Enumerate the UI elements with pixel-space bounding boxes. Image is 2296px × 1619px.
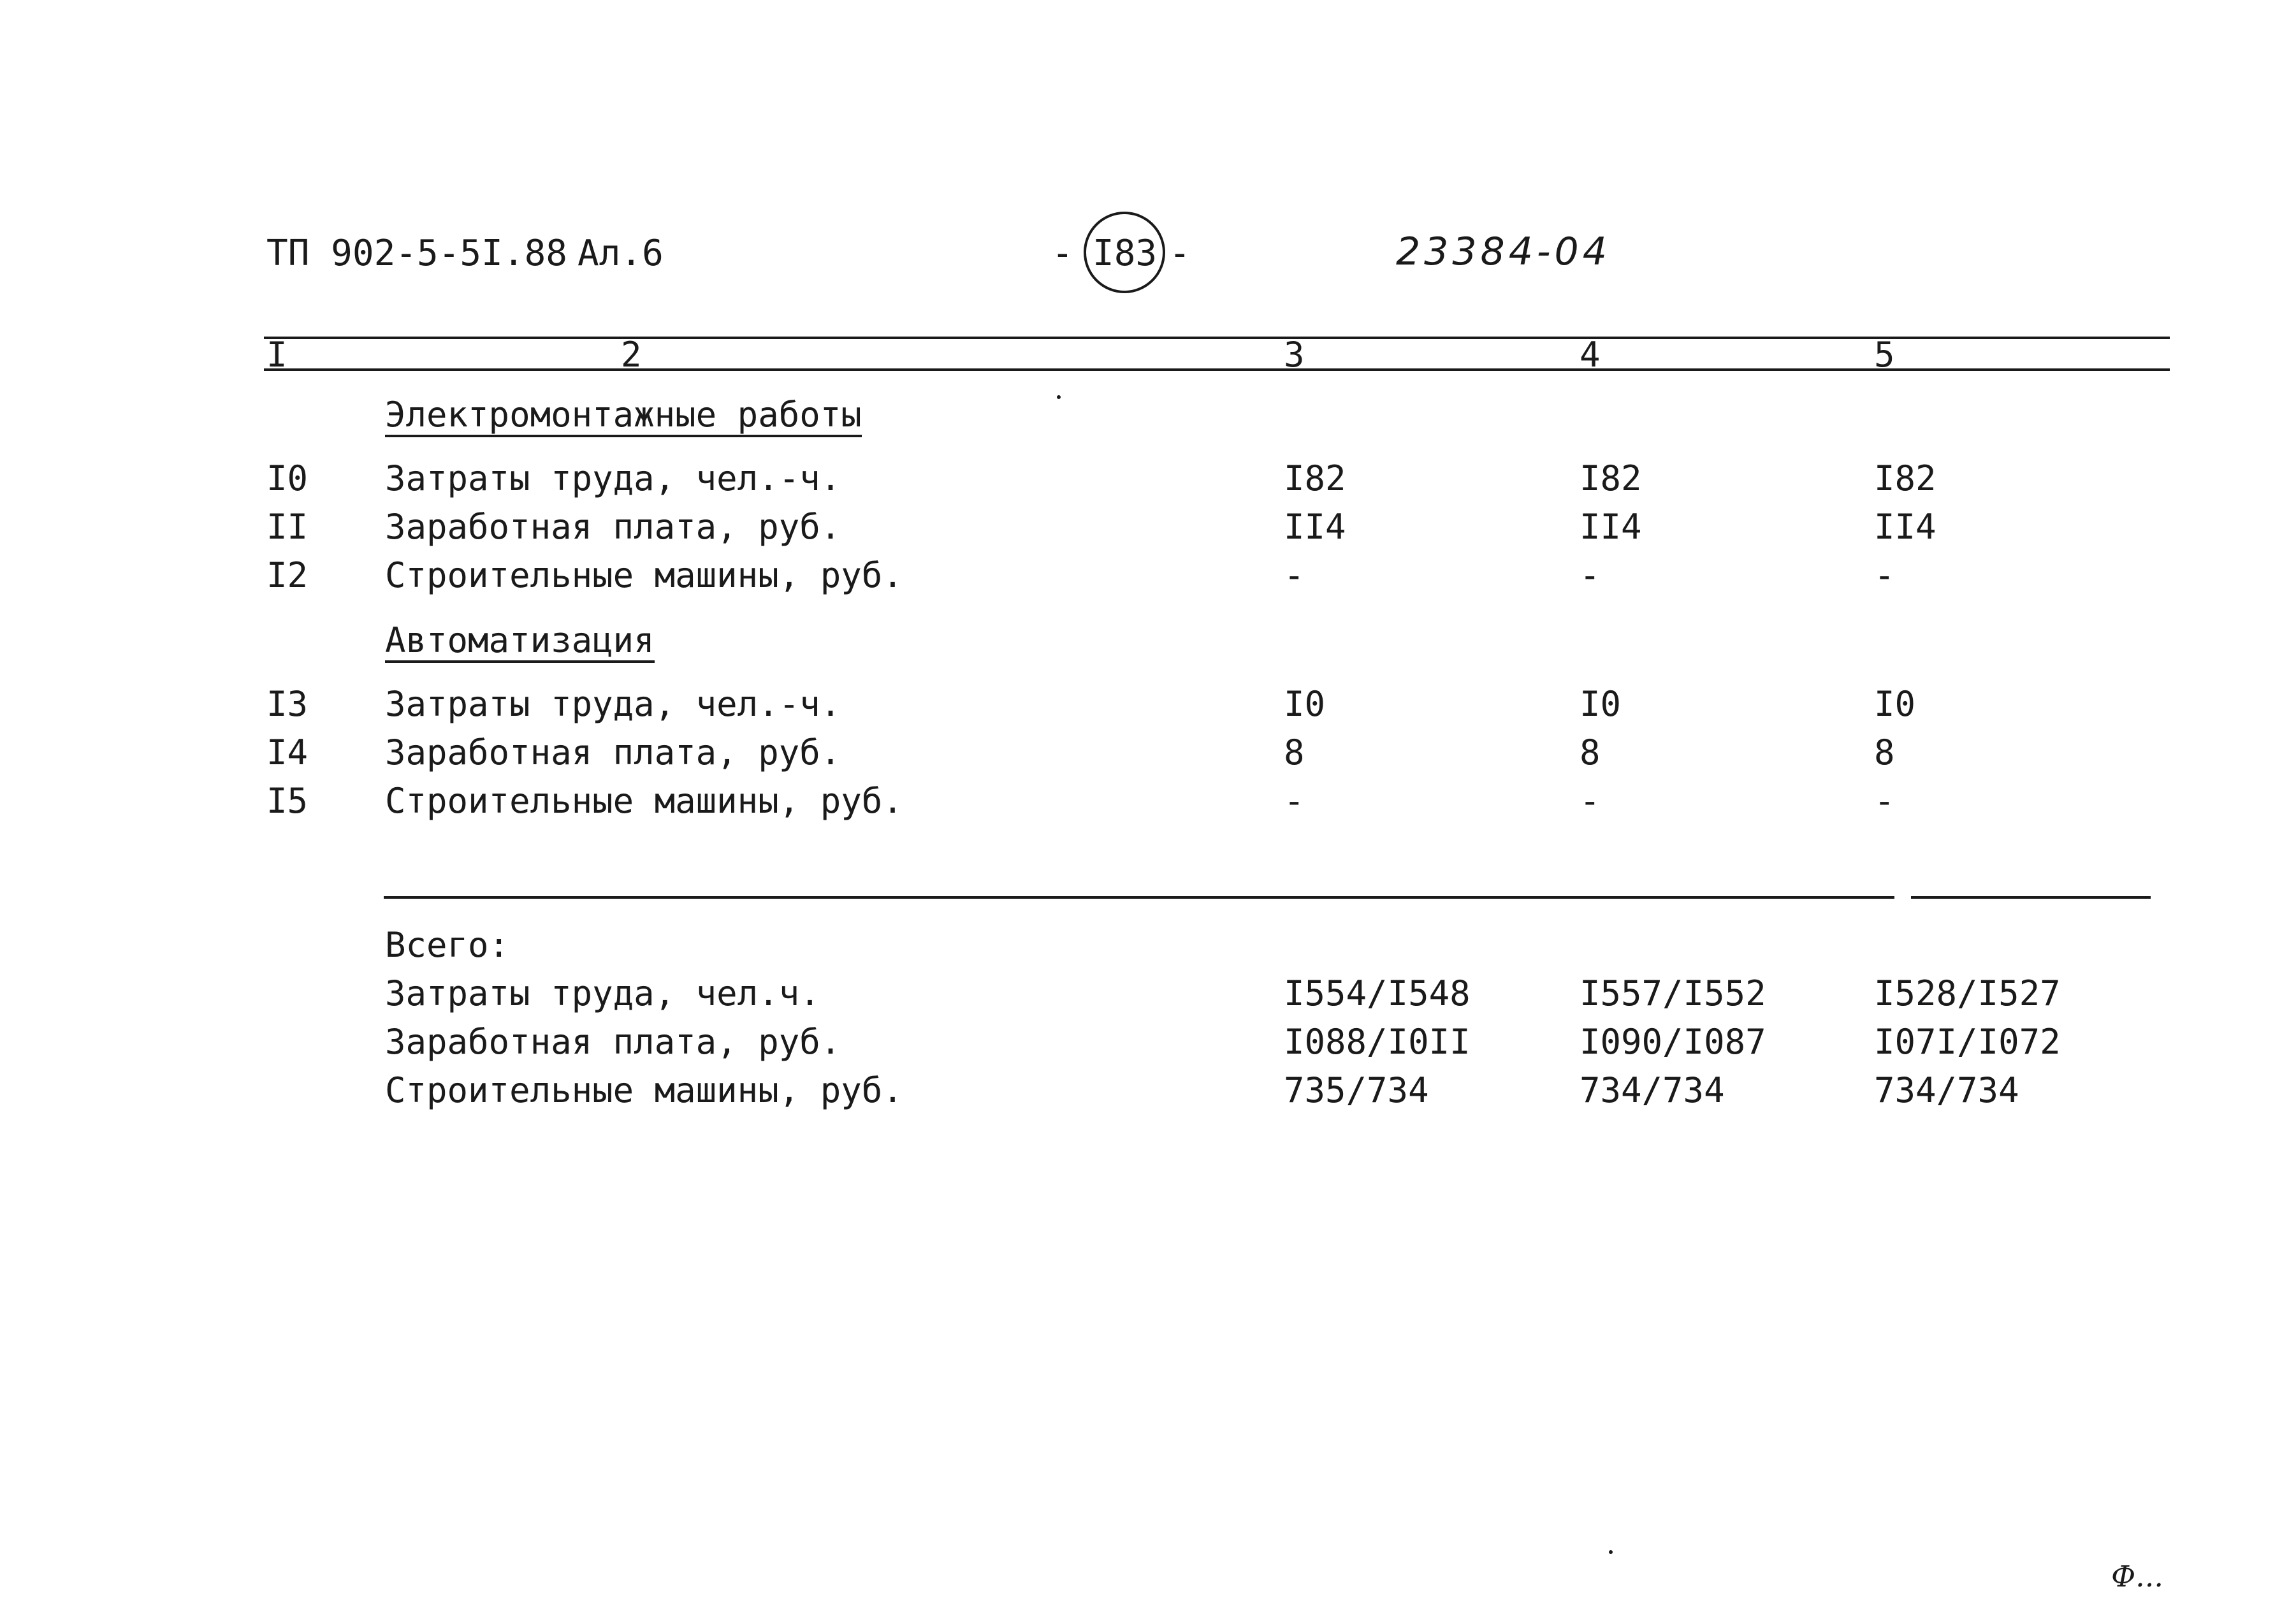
- total-title: Всего:: [385, 925, 510, 965]
- row-number: I5: [266, 781, 309, 821]
- cell-col4: II4: [1580, 507, 1642, 547]
- row-number: I0: [266, 458, 309, 498]
- total-separator-right: [1911, 896, 2151, 899]
- row-label: Строительные машины, руб.: [385, 555, 903, 595]
- row-number: I4: [266, 732, 309, 773]
- total-cell-col3: I554/I548: [1284, 973, 1471, 1013]
- column-number-4: 4: [1580, 335, 1601, 375]
- row-label: Строительные машины, руб.: [385, 781, 903, 821]
- stray-dot: [1057, 395, 1061, 399]
- cell-col4: 8: [1580, 732, 1601, 773]
- cell-col3: -: [1284, 781, 1305, 821]
- total-cell-col3: 735/734: [1284, 1070, 1429, 1110]
- section-title-electrical: Электромонтажные работы: [385, 398, 862, 437]
- total-cell-col5: I528/I527: [1874, 973, 2061, 1013]
- cell-col5: -: [1874, 555, 1895, 595]
- cell-col3: I82: [1284, 458, 1346, 498]
- page-number-dash-right: -: [1169, 233, 1191, 274]
- row-label: Заработная плата, руб.: [385, 507, 841, 547]
- total-row-label: Строительные машины, руб.: [385, 1070, 903, 1110]
- row-number: I3: [266, 684, 309, 724]
- cell-col5: I82: [1874, 458, 1936, 498]
- column-number-2: 2: [621, 335, 642, 375]
- album-label: Ал.6: [578, 233, 664, 274]
- page-number: I83: [1093, 233, 1158, 274]
- total-separator-left: [384, 896, 1894, 899]
- cell-col5: -: [1874, 781, 1895, 821]
- row-number: I2: [266, 555, 309, 595]
- row-label: Заработная плата, руб.: [385, 732, 841, 773]
- column-number-5: 5: [1874, 335, 1895, 375]
- page-number-dash-left: -: [1052, 233, 1073, 274]
- total-row-label: Заработная плата, руб.: [385, 1022, 841, 1062]
- total-cell-col4: I557/I552: [1580, 973, 1766, 1013]
- cell-col5: II4: [1874, 507, 1936, 547]
- row-label: Затраты труда, чел.-ч.: [385, 684, 841, 724]
- cell-col4: -: [1580, 781, 1601, 821]
- total-cell-col5: 734/734: [1874, 1070, 2019, 1110]
- cell-col3: -: [1284, 555, 1305, 595]
- total-cell-col5: I07I/I072: [1874, 1022, 2061, 1062]
- total-row-label: Затраты труда, чел.ч.: [385, 973, 820, 1013]
- total-cell-col4: 734/734: [1580, 1070, 1725, 1110]
- cell-col4: -: [1580, 555, 1601, 595]
- stray-dot-bottom: [1609, 1550, 1613, 1554]
- row-label: Затраты труда, чел.-ч.: [385, 458, 841, 498]
- cell-col5: I0: [1874, 684, 1916, 724]
- cell-col4: I82: [1580, 458, 1642, 498]
- column-number-3: 3: [1284, 335, 1305, 375]
- signature-mark: Ф...: [2111, 1559, 2164, 1594]
- document-code: ТП 902-5-5I.88: [266, 233, 568, 274]
- cell-col3: II4: [1284, 507, 1346, 547]
- row-number: II: [266, 507, 309, 547]
- cell-col3: 8: [1284, 732, 1305, 773]
- column-number-1: I: [266, 335, 287, 375]
- section-title-automation: Автоматизация: [385, 623, 655, 663]
- cell-col5: 8: [1874, 732, 1895, 773]
- total-cell-col4: I090/I087: [1580, 1022, 1766, 1062]
- cell-col4: I0: [1580, 684, 1622, 724]
- total-cell-col3: I088/I0II: [1284, 1022, 1471, 1062]
- inventory-number: 23384-04: [1396, 229, 1611, 274]
- cell-col3: I0: [1284, 684, 1326, 724]
